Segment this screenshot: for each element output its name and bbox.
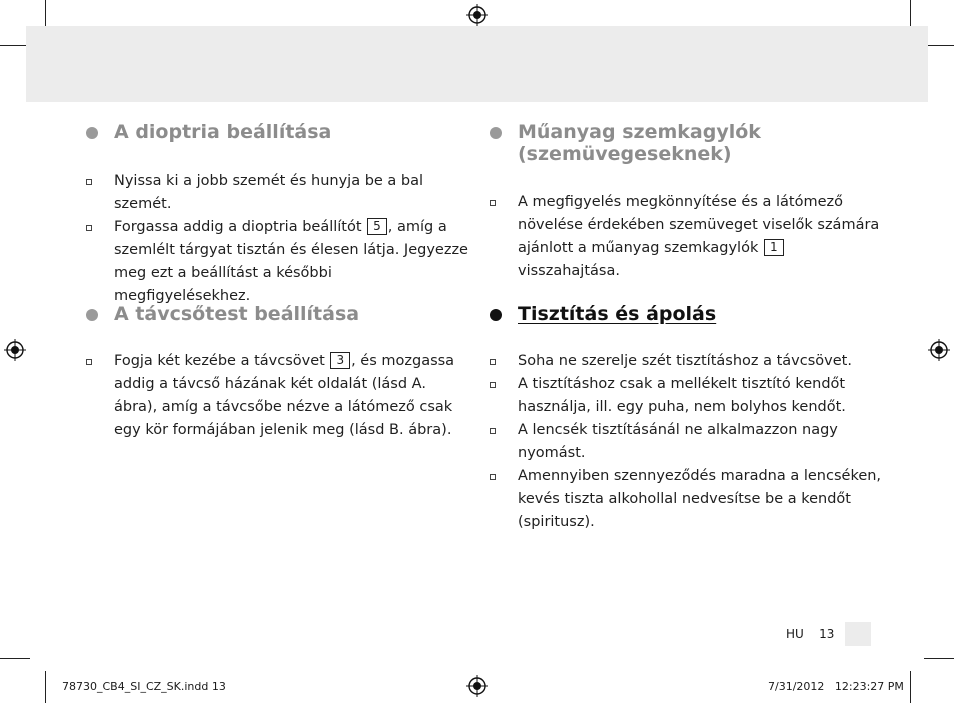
checkbox-bullet-icon	[86, 225, 92, 231]
section-heading: A dioptria beállítása	[86, 121, 471, 143]
bullet-dot-icon	[86, 309, 98, 321]
item-list	[490, 350, 885, 534]
checkbox-bullet-icon	[490, 359, 496, 365]
part-reference: 1	[764, 239, 784, 256]
crop-mark	[45, 671, 46, 703]
section-body-adjust	[86, 303, 471, 442]
registration-mark-icon	[466, 675, 488, 697]
slug-timestamp: 7/31/2012 12:23:27 PM	[768, 680, 904, 693]
checkbox-bullet-icon	[86, 359, 92, 365]
crop-mark	[0, 658, 30, 659]
section-heading: A távcsőtest beállítása	[86, 303, 471, 325]
list-item: A lencsék tisztításánál ne alkalmazzon nagy nyomást.	[490, 419, 885, 465]
crop-mark	[924, 45, 954, 46]
part-reference: 3	[330, 352, 350, 369]
checkbox-bullet-icon	[490, 382, 496, 388]
item-list	[490, 191, 885, 283]
list-item: Fogja két kezébe a távcsövet 3 , és mozgassa addig a távcső házának két oldalát (lásd A. ábra), amíg a távcsőbe nézve a látómező csak egy kör formájában jelenik meg (lásd B. ábra).	[86, 350, 471, 442]
page-tab	[845, 622, 871, 646]
list-item: Forgassa addig a dioptria beállítót 5 , amíg a szemlélt tárgyat tisztán és élesen látja. Jegyezze meg ezt a beállítást a későbbi megfigyelésekhez.	[86, 216, 471, 308]
part-reference: 5	[367, 218, 387, 235]
section-cleaning	[490, 303, 885, 534]
checkbox-bullet-icon	[490, 200, 496, 206]
page-number: HU 13	[786, 627, 835, 641]
section-diopter	[86, 121, 471, 308]
bullet-dot-icon	[490, 309, 502, 321]
section-heading: Műanyag szemkagylók (szemüvegeseknek)	[490, 121, 885, 165]
registration-mark-icon	[4, 339, 26, 361]
list-item: Soha ne szerelje szét tisztításhoz a távcsövet.	[490, 350, 885, 373]
list-item: A tisztításhoz csak a mellékelt tisztító kendőt használja, ill. egy puha, nem bolyhos kendőt.	[490, 373, 885, 419]
slug-filename: 78730_CB4_SI_CZ_SK.indd 13	[62, 680, 226, 693]
item-list	[86, 350, 471, 442]
list-item: Amennyiben szennyeződés maradna a lencséken, kevés tiszta alkohollal nedvesítse be a kendőt (spiritusz).	[490, 465, 885, 534]
bullet-dot-icon	[490, 127, 502, 139]
crop-mark	[910, 671, 911, 703]
checkbox-bullet-icon	[86, 179, 92, 185]
section-eyecups	[490, 121, 885, 283]
item-list	[86, 170, 471, 308]
bullet-dot-icon	[86, 127, 98, 139]
checkbox-bullet-icon	[490, 428, 496, 434]
section-heading: Tisztítás és ápolás	[490, 303, 885, 325]
header-band	[26, 26, 928, 102]
checkbox-bullet-icon	[490, 474, 496, 480]
list-item: Nyissa ki a jobb szemét és hunyja be a bal szemét.	[86, 170, 471, 216]
registration-mark-icon	[928, 339, 950, 361]
crop-mark	[924, 658, 954, 659]
list-item: A megfigyelés megkönnyítése és a látómező növelése érdekében szemüveget viselők számára ajánlott a műanyag szemkagylók 1 visszahajtása.	[490, 191, 885, 283]
registration-mark-icon	[466, 4, 488, 26]
